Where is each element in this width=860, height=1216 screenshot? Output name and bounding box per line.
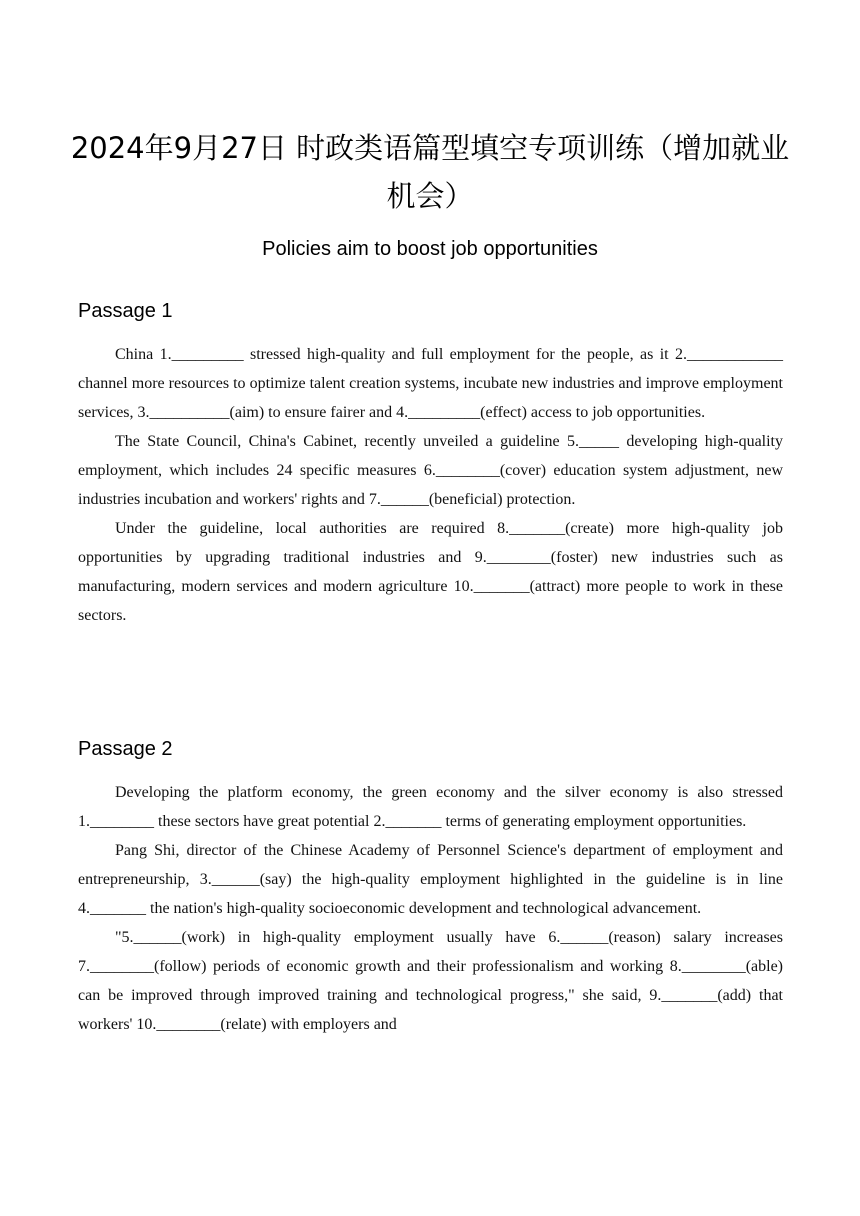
passage-1-paragraph: China 1._________ stressed high-quality and full employment for the people, as it 2.____________ channel more resources to optimize talent creation systems, incubate new industries and improve employment services, 3.__________(aim) to ensure fairer and 4._________(effect) access to job opportunities. <box>78 346 783 421</box>
passage-2-paragraph: "5.______(work) in high-quality employment usually have 6.______(reason) salary increases 7.________(follow) periods of economic growth and their professionalism and working 8.________(able) can be improved through improved training and technological progress," she said, 9._______(add) that workers' 10.________(relate) with employers and <box>78 929 783 1033</box>
passage-1-paragraph: The State Council, China's Cabinet, recently unveiled a guideline 5._____ developing high-quality employment, which includes 24 specific measures 6.________(cover) education system adjustment, new industries incubation and workers' rights and 7.______(beneficial) protection. <box>78 433 783 508</box>
passage-1-body <box>78 340 783 630</box>
document-subtitle: Policies aim to boost job opportunities <box>262 238 598 260</box>
document-title: 2024年9月27日 时政类语篇型填空专项训练（增加就业机会） <box>70 131 790 213</box>
passage-2-heading: Passage 2 <box>78 738 173 760</box>
passage-2-paragraph: Developing the platform economy, the green economy and the silver economy is also stressed 1.________ these sectors have great potential 2._______ terms of generating employment opportunities. <box>78 784 783 830</box>
passage-2-body <box>78 778 783 1039</box>
passage-1-paragraph: Under the guideline, local authorities are required 8._______(create) more high-quality job opportunities by upgrading traditional industries and 9.________(foster) new industries such as manufacturing, modern services and modern agriculture 10._______(attract) more people to work in these sectors. <box>78 520 783 624</box>
passage-1-heading: Passage 1 <box>78 300 173 322</box>
passage-2-paragraph: Pang Shi, director of the Chinese Academy of Personnel Science's department of employment and entrepreneurship, 3.______(say) the high-quality employment highlighted in the guideline is in line 4._______ the nation's high-quality socioeconomic development and technological advancement. <box>78 842 783 917</box>
